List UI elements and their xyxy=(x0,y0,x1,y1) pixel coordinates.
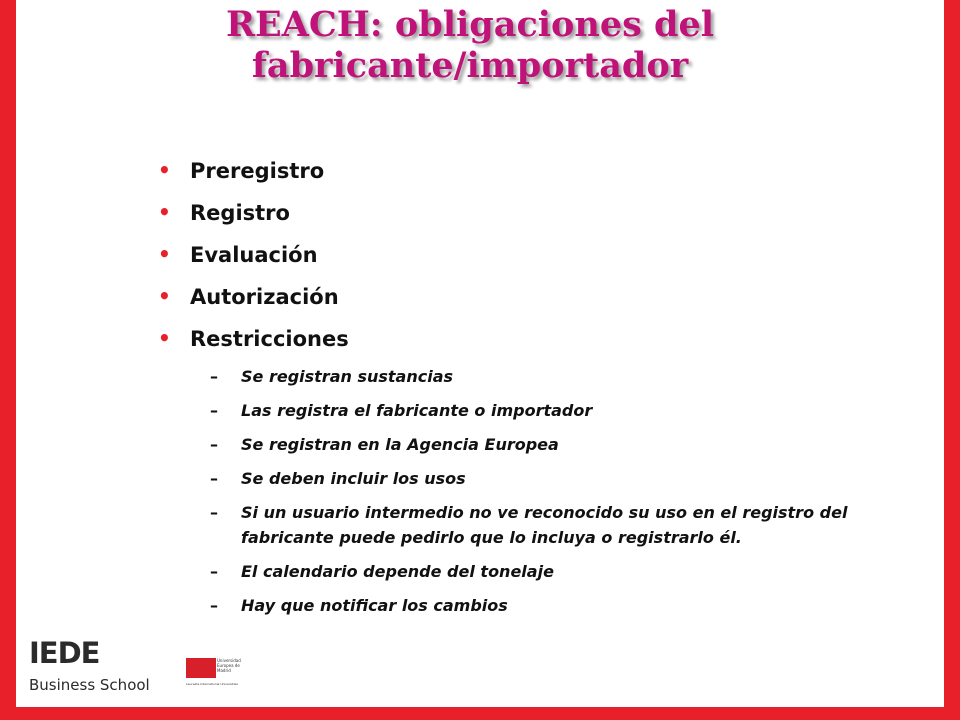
bullet-text: Registro xyxy=(190,201,290,225)
dash-marker: – xyxy=(210,562,218,581)
sub-bullet-item xyxy=(210,559,940,584)
bullet-item xyxy=(158,150,349,192)
sub-bullet-item xyxy=(210,500,940,550)
dash-marker: – xyxy=(210,367,218,386)
sub-bullet-item xyxy=(210,593,940,618)
bullet-marker: • xyxy=(158,200,171,224)
sub-bullet-text: Se registran en la Agencia Europea xyxy=(241,435,559,454)
bottom-red-bar xyxy=(0,707,960,720)
bullet-marker: • xyxy=(158,158,171,182)
bullet-item xyxy=(158,234,349,276)
title-line-2: fabricante/importador xyxy=(251,45,689,86)
bullet-item xyxy=(158,318,349,360)
uem-tagline: Laureate International Universities xyxy=(186,682,238,686)
bullet-marker: • xyxy=(158,242,171,266)
uem-logo xyxy=(186,658,250,688)
left-red-bar xyxy=(0,0,16,720)
bullet-item xyxy=(158,192,349,234)
main-bullet-list xyxy=(158,150,349,360)
uem-red-mark xyxy=(186,658,216,678)
dash-marker: – xyxy=(210,596,218,615)
sub-bullet-text: El calendario depende del tonelaje xyxy=(241,562,554,581)
uem-name: Universidad Europea de Madrid xyxy=(217,658,241,673)
sub-bullet-text: Hay que notificar los cambios xyxy=(241,596,508,615)
bullet-text: Autorización xyxy=(190,285,339,309)
dash-marker: – xyxy=(210,469,218,488)
bullet-marker: • xyxy=(158,326,171,350)
sub-bullet-item xyxy=(210,466,940,491)
dash-marker: – xyxy=(210,401,218,420)
sub-bullet-text: Si un usuario intermedio no ve reconocido su uso en el registro del fabricante puede pedirlo que lo incluya o registrarlo él. xyxy=(241,503,848,547)
bullet-text: Evaluación xyxy=(190,243,318,267)
footer-logos xyxy=(16,632,253,707)
sub-bullet-item xyxy=(210,398,940,423)
bullet-marker: • xyxy=(158,284,171,308)
bullet-text: Preregistro xyxy=(190,159,325,183)
iede-logo: IEDE xyxy=(29,636,100,670)
sub-bullet-item xyxy=(210,432,940,457)
bullet-text: Restricciones xyxy=(190,327,349,351)
dash-marker: – xyxy=(210,435,218,454)
sub-bullet-text: Las registra el fabricante o importador xyxy=(241,401,593,420)
slide-title xyxy=(40,4,900,86)
title-line-1: REACH: obligaciones del xyxy=(225,4,715,45)
dash-marker: – xyxy=(210,503,218,522)
sub-bullet-text: Se deben incluir los usos xyxy=(241,469,466,488)
sub-bullet-text: Se registran sustancias xyxy=(241,367,454,386)
right-red-bar xyxy=(944,0,960,720)
sub-bullet-list xyxy=(210,364,940,627)
bullet-item xyxy=(158,276,349,318)
business-school-label: Business School xyxy=(29,676,150,694)
sub-bullet-item xyxy=(210,364,940,389)
